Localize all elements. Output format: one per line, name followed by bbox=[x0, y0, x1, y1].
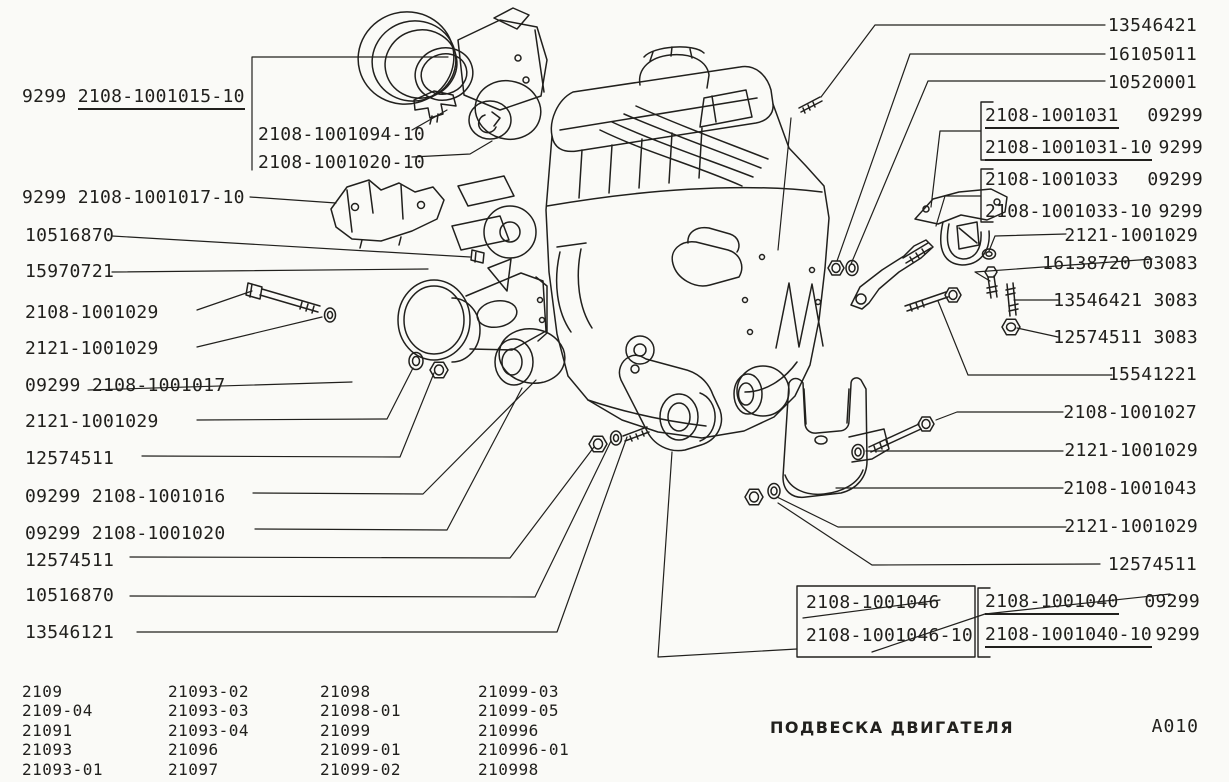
code-suffix: 9299 bbox=[1158, 201, 1203, 222]
part-label bbox=[25, 377, 225, 396]
model-code: 21091 bbox=[22, 720, 73, 740]
part-label bbox=[258, 126, 425, 145]
part-label bbox=[1108, 556, 1197, 575]
part-label bbox=[1064, 518, 1198, 537]
part-label-group1-line2 bbox=[985, 139, 1203, 161]
model-list-column-1 bbox=[22, 682, 103, 779]
part-number: 12574511 bbox=[25, 448, 115, 469]
model-code: 21093-02 bbox=[168, 682, 250, 701]
part-number: 13546121 bbox=[25, 622, 115, 643]
model-code: 21098-01 bbox=[320, 701, 402, 721]
part-number: 2108-1001040-10 bbox=[985, 626, 1152, 648]
part-number: 2108-1001031-10 bbox=[985, 139, 1152, 161]
engine-illustration bbox=[452, 47, 829, 438]
code-prefix: 9299 bbox=[22, 86, 78, 107]
part-number: 2108-1001027 bbox=[1063, 402, 1197, 423]
model-code: 2109 bbox=[22, 682, 63, 701]
model-code: 21099 bbox=[320, 720, 371, 740]
sheet-title: ПОДВЕСКА ДВИГАТЕЛЯ bbox=[770, 718, 1015, 737]
part-number: 2121-1001029 bbox=[25, 411, 159, 432]
part-label-group1-line1 bbox=[985, 107, 1203, 129]
part-number: 10516870 bbox=[25, 585, 115, 606]
rear-mount-parts bbox=[619, 355, 889, 505]
part-number: 2108-1001020-10 bbox=[258, 152, 426, 173]
part-number: 2121-1001029 bbox=[1064, 440, 1198, 461]
part-qty-code: 3083 bbox=[1153, 290, 1198, 311]
model-code: 21093-01 bbox=[22, 759, 104, 779]
part-number: 2108-1001040 bbox=[985, 593, 1119, 615]
part-label bbox=[1042, 255, 1198, 274]
model-code: 21093-04 bbox=[168, 720, 250, 740]
part-label bbox=[1108, 46, 1197, 65]
code-suffix: 09299 bbox=[1144, 591, 1200, 612]
part-label bbox=[25, 413, 159, 432]
part-label bbox=[1064, 227, 1198, 246]
model-code: 21099-01 bbox=[320, 740, 402, 760]
part-number: 2108-1001046-10 bbox=[806, 625, 974, 646]
code-suffix: 09299 bbox=[1147, 105, 1203, 126]
model-list-column-4 bbox=[478, 682, 569, 779]
mount-bracket-part bbox=[331, 180, 444, 248]
part-number: 16138720 bbox=[1042, 253, 1132, 274]
part-number: 2108-1001043 bbox=[1063, 478, 1197, 499]
model-code: 21099-02 bbox=[320, 759, 402, 779]
part-label bbox=[1063, 480, 1197, 499]
model-code: 210998 bbox=[478, 759, 539, 779]
part-number: 2108-1001017 bbox=[91, 375, 226, 396]
model-list-column-2 bbox=[168, 682, 249, 779]
model-code: 21097 bbox=[168, 759, 219, 779]
part-label bbox=[1053, 292, 1198, 311]
code-suffix: 9299 bbox=[1158, 137, 1203, 158]
part-label bbox=[258, 154, 425, 173]
part-label bbox=[1108, 74, 1197, 93]
part-label bbox=[25, 525, 225, 544]
model-code: 21098 bbox=[320, 682, 371, 701]
part-label-group2-line1 bbox=[985, 171, 1203, 190]
part-label bbox=[25, 552, 114, 571]
model-code: 210996 bbox=[478, 720, 539, 740]
part-number: 16105011 bbox=[1107, 44, 1197, 65]
code-prefix: 09299 bbox=[25, 375, 92, 396]
model-code: 21099-05 bbox=[478, 701, 560, 721]
part-label bbox=[25, 587, 114, 606]
left-mount-parts bbox=[246, 250, 649, 452]
part-label bbox=[25, 488, 225, 507]
part-label bbox=[25, 340, 159, 359]
model-list-column-3 bbox=[320, 682, 401, 779]
label-brackets bbox=[797, 102, 993, 657]
part-label bbox=[25, 263, 114, 282]
part-number: 2108-1001094-10 bbox=[258, 124, 426, 145]
part-number: 2108-1001029 bbox=[25, 302, 159, 323]
part-number: 2108-1001017-10 bbox=[77, 187, 245, 208]
part-label-group4-line1 bbox=[985, 593, 1200, 615]
part-number: 10516870 bbox=[25, 225, 115, 246]
part-number: 12574511 bbox=[1107, 554, 1197, 575]
code-prefix: 09299 bbox=[25, 523, 92, 544]
part-label-group4-line2 bbox=[985, 626, 1200, 648]
model-code: 21093 bbox=[22, 740, 73, 760]
part-number: 2108-1001015-10 bbox=[78, 86, 245, 110]
part-label bbox=[1108, 17, 1197, 36]
part-label bbox=[25, 304, 159, 323]
model-code: 2109-04 bbox=[22, 701, 93, 721]
model-code: 21096 bbox=[168, 740, 219, 760]
part-number: 12574511 bbox=[1053, 327, 1143, 348]
part-label-group3-line1 bbox=[806, 594, 940, 613]
part-label bbox=[22, 189, 245, 208]
part-number: 13546421 bbox=[1053, 290, 1143, 311]
model-code: 210996-01 bbox=[478, 740, 570, 760]
part-number: 2108-1001020 bbox=[91, 523, 226, 544]
part-label bbox=[25, 450, 114, 469]
part-number: 2121-1001029 bbox=[1064, 225, 1198, 246]
model-code: 21099-03 bbox=[478, 682, 560, 701]
part-number: 13546421 bbox=[1107, 15, 1197, 36]
part-number: 2108-1001046 bbox=[806, 592, 940, 613]
part-number: 2108-1001016 bbox=[91, 486, 226, 507]
model-code: 21093-03 bbox=[168, 701, 250, 721]
code-prefix: 9299 bbox=[22, 187, 78, 208]
part-label bbox=[1108, 366, 1197, 385]
part-qty-code: 3083 bbox=[1153, 327, 1198, 348]
part-label bbox=[22, 88, 245, 107]
part-label-group3-line2 bbox=[806, 627, 973, 646]
part-number: 15970721 bbox=[25, 261, 115, 282]
part-number: 2121-1001029 bbox=[25, 338, 159, 359]
part-number: 2108-1001033-10 bbox=[985, 201, 1153, 222]
part-number: 15541221 bbox=[1107, 364, 1197, 385]
code-prefix: 09299 bbox=[25, 486, 92, 507]
part-label-group2-line2 bbox=[985, 203, 1203, 222]
part-number: 2121-1001029 bbox=[1064, 516, 1198, 537]
part-number: 10520001 bbox=[1107, 72, 1197, 93]
part-label bbox=[25, 624, 114, 643]
part-number: 2108-1001033 bbox=[985, 169, 1119, 190]
sheet-code: A010 bbox=[1151, 716, 1199, 737]
part-label bbox=[1064, 442, 1198, 461]
part-number: 2108-1001031 bbox=[985, 107, 1119, 129]
part-label bbox=[25, 227, 114, 246]
right-mount-parts bbox=[828, 189, 1020, 460]
part-number: 12574511 bbox=[25, 550, 115, 571]
part-label bbox=[1063, 404, 1197, 423]
part-label bbox=[1053, 329, 1198, 348]
code-suffix: 9299 bbox=[1155, 624, 1200, 645]
code-suffix: 09299 bbox=[1147, 169, 1203, 190]
part-qty-code: 03083 bbox=[1142, 253, 1198, 274]
